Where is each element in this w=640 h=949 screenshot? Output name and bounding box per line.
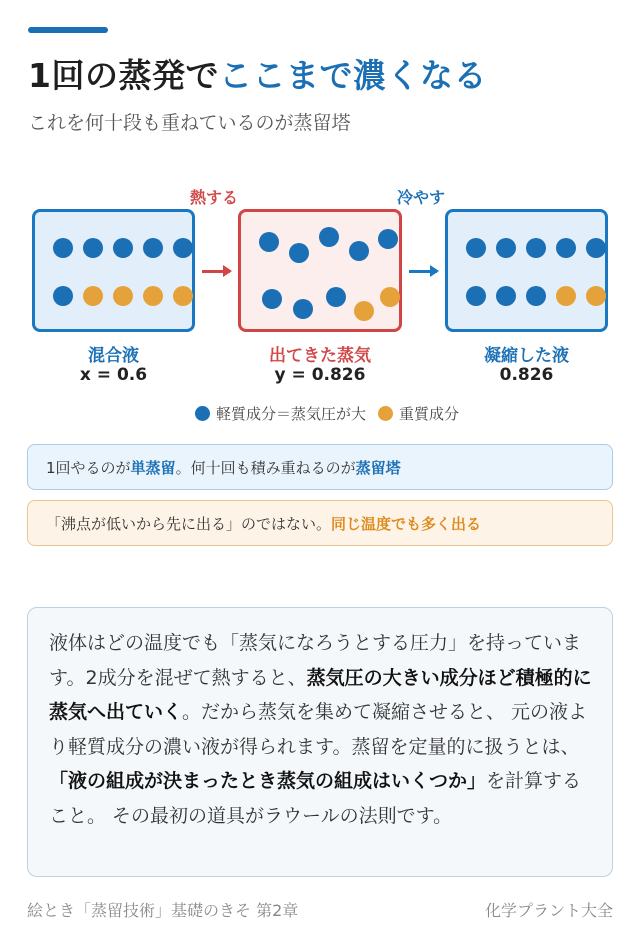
explanation-emphasis: 「液の組成が決まったとき蒸気の組成はいくつか」 [49,770,487,792]
footer-source: 絵とき「蒸留技術」基礎のきそ 第2章 [27,901,299,920]
heavy-legend-label: 重質成分 [399,405,460,423]
light-molecule [496,286,516,306]
light-molecule [349,241,369,261]
light-legend-label: 軽質成分＝蒸気圧が大 [216,405,367,423]
heavy-molecule [556,286,576,306]
heat-label: 熱する [190,188,239,207]
light-molecule [53,286,73,306]
light-molecule [259,232,279,252]
heavy-molecule [354,301,374,321]
vapor-panel [238,209,402,332]
light-molecule [466,238,486,258]
note-term-distillation-column: 蒸留塔 [355,458,401,477]
heavy-molecule [586,286,606,306]
mixture-value: x = 0.6 [79,365,148,385]
explanation-emphasis: 蒸気圧の大きい成分ほど積極的に蒸気へ出ていく [49,666,592,723]
heavy-molecule [113,286,133,306]
light-molecule [466,286,486,306]
light-molecule [262,289,282,309]
light-molecule [556,238,576,258]
light-molecule [293,299,313,319]
light-molecule [289,243,309,263]
light-molecule [83,238,103,258]
explanation-text: を計算すること。 その最初の道具がラウールの法則です。 [49,770,582,827]
mixture-panel [32,209,195,332]
light-molecule [319,227,339,247]
note-text: 。何十回も積み重ねるのが [175,458,356,477]
vapor-value: y = 0.826 [274,365,366,385]
light-molecule [53,238,73,258]
vapor-name: 出てきた蒸気 [269,346,371,366]
light-molecule [143,238,163,258]
title-highlight: ここまで濃くなる [218,56,487,95]
light-molecule [378,229,398,249]
heavy-molecule [83,286,103,306]
cool-arrow [409,270,437,273]
heavy-legend-dot [378,406,393,421]
footer-brand: 化学プラント大全 [484,901,613,920]
heavy-molecule [173,286,193,306]
caution-note [27,500,613,546]
light-molecule [173,238,193,258]
cool-label: 冷やす [397,188,446,207]
light-molecule [496,238,516,258]
explanation-box [27,607,613,877]
note-text: 1回やるのが [46,458,131,477]
light-legend-dot [195,406,210,421]
accent-bar [28,27,108,33]
page-subtitle: これを何十段も重ねているのが蒸留塔 [28,112,351,134]
condensed-value: 0.826 [499,365,554,385]
condensed-name: 凝縮した液 [484,346,569,366]
note-term-simple-distillation: 単蒸留 [130,458,176,477]
heat-arrow [202,270,230,273]
explanation-text: 。だから蒸気を集めて凝縮させると、 元の液より軽質成分の濃い液が得られます。蒸留を定量的に扱うとは、 [49,701,588,758]
note-emphasis: 同じ温度でも多く出る [331,514,482,533]
light-molecule [586,238,606,258]
note-text: 「沸点が低いから先に出る」のではない。 [46,514,332,533]
light-molecule [326,287,346,307]
light-molecule [113,238,133,258]
condensed-panel [445,209,608,332]
light-molecule [526,238,546,258]
light-molecule [526,286,546,306]
heavy-molecule [380,287,400,307]
legend [195,403,459,424]
title-main: 1回の蒸発で [28,56,219,95]
heavy-molecule [143,286,163,306]
page-title [28,50,487,97]
explanation-text: 液体はどの温度でも「蒸気になろうとする圧力」を持っています。2成分を混ぜて熱すると、 [49,632,582,689]
info-note [27,444,613,490]
mixture-name: 混合液 [88,346,139,366]
